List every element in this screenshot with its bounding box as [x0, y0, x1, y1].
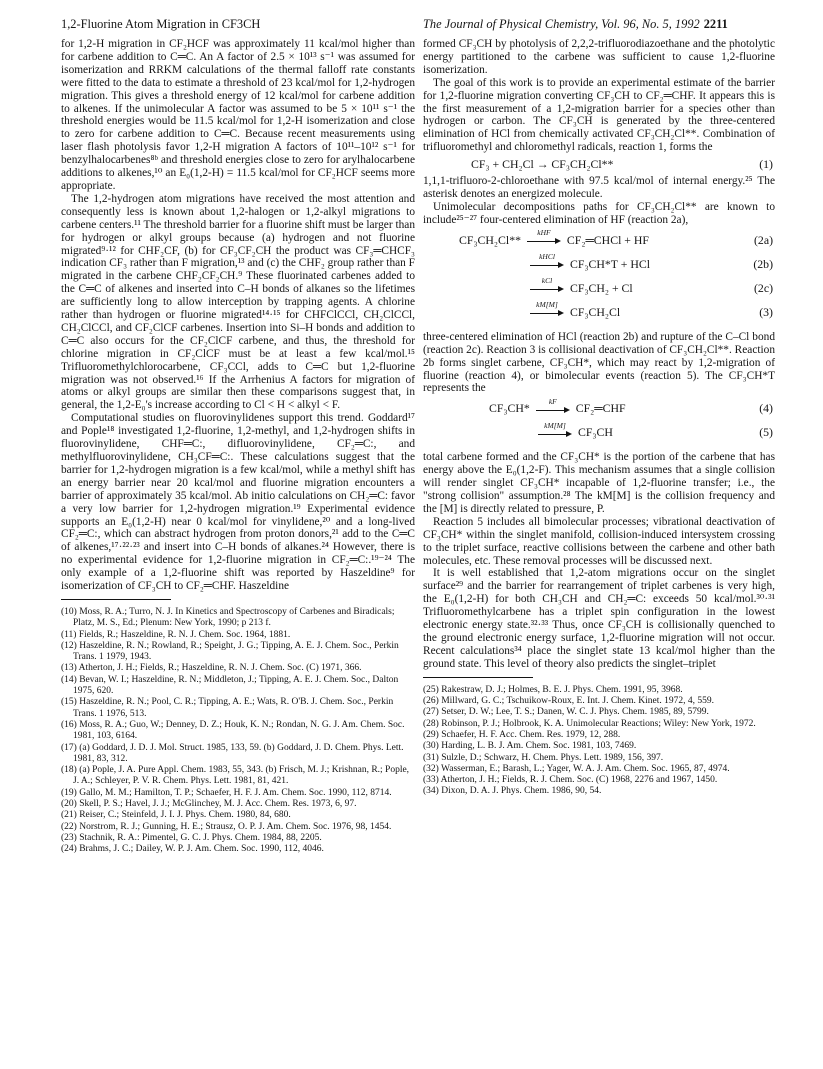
- reaction-arrow-icon: [530, 252, 564, 270]
- reaction-arrow-icon: [527, 228, 561, 246]
- reactant: CF₃CH*: [489, 401, 530, 416]
- reaction-arrow-icon: [538, 420, 572, 439]
- left-column: [61, 38, 415, 856]
- rate-constant-label: kM[M]: [536, 300, 558, 310]
- left-references: [61, 599, 415, 856]
- equation-number: (4): [759, 401, 773, 416]
- rate-constant-label: kCl: [541, 276, 553, 286]
- reference: (31) Sulzle, D.; Schwarz, H. Chem. Phys. Lett. 1989, 156, 397.: [423, 752, 664, 763]
- products: CF₃CH*T + HCl: [569, 256, 650, 271]
- rate-constant-label: kHCl: [539, 252, 555, 262]
- left-paragraph: for 1,2-H migration in CF₂HCF was approximately 11 kcal/mol higher than for carbene addition to C═C. An A factor of 2.5 × 10¹³ s⁻¹ was assumed for isomerization and RRKM calculations of the thermal falloff rate constants were fitted to the data to estimate a threshold of 23 kcal/mol for 1,2-hydrogen migration. This gives a threshold energy of 12 kcal/mol for carbene addition to alkenes. If the unimolecular A factor was assumed to be 5 × 10¹¹ s⁻¹ the threshold energies would be 11.5 kcal/mol for 1,2-H isomerization and close to zero for carbene addition to C═C. Because recent measurements using laser flash photolysis favor 1,2-H migration A factors of 10¹¹–10¹² s⁻¹ for benzylhalocarbenes⁸ᵇ and threshold energies close to zero for arylhalocarbene additions to alkenes,¹⁰ an E₀(1,2-H) = 11.5 kcal/mol for CF₂HCF seems more appropriate.: [61, 38, 415, 192]
- rate-constant-label: kM[M]: [544, 420, 566, 430]
- equation-3: [423, 299, 775, 323]
- reference: (17) (a) Goddard, J. D. J. Mol. Struct. 1985, 133, 59. (b) Goddard, J. D. Chem. Phys. Lett. 1981, 83, 312.: [61, 742, 404, 764]
- equation-1: [423, 154, 775, 175]
- rate-constant-label: kHF: [537, 228, 551, 238]
- reference: (11) Fields, R.; Haszeldine, R. N. J. Chem. Soc. 1964, 1881.: [61, 629, 291, 640]
- running-title: 1,2-Fluorine Atom Migration in CF3CH: [61, 17, 261, 31]
- reaction-arrow-icon: [530, 300, 564, 318]
- equation-number: (5): [759, 425, 773, 440]
- reference: (32) Wasserman, E.; Barash, L.; Yager, W. A. J. Am. Chem. Soc. 1965, 87, 4974.: [423, 763, 730, 774]
- equation-2c: [423, 275, 775, 299]
- reference: (23) Stachnik, R. A.: Pimentel, G. C. J. Phys. Chem. 1984, 88, 2205.: [61, 832, 322, 843]
- right-paragraph: It is well established that 1,2-atom migrations occur on the singlet surface²⁹ and the barrier for rearrangement of triplet carbenes is very high, the E₀(1,2-H) for both CH₃CH and CH₂═C: exceeds 50 kcal/mol.³⁰·³¹ Trifluoromethylcarbene has a triplet spin configuration in the lowest electronic energy state.³²·³³ Thus, once CF₃CH is collisionally quenched to the ground electronic energy surface, 1,2-fluorine migration will not occur. Recent calculations³⁴ place the singlet state 13 kcal/mol higher than the ground state. This level of theory also predicts the singlet–triplet: [423, 567, 775, 670]
- equation-5: [423, 419, 775, 443]
- right-paragraph: total carbene formed and the CF₃CH* is the portion of the carbene that has energy above the E₀(1,2-F). This mechanism assumes that a single collision will render singlet CF₃CH* incapable of 1,2-fluorine transfer; i.e., the "strong collision" assumption.²⁸ The kM[M] is the collision frequency and the [M] is directly related to pressure, P.: [423, 451, 775, 515]
- products: CF₂═CHF: [575, 401, 626, 416]
- reference: (21) Reiser, C.; Steinfeld, J. I. J. Phys. Chem. 1980, 84, 680.: [61, 810, 291, 821]
- reaction-arrow-icon: [530, 276, 564, 294]
- right-paragraph: 1,1,1-trifluoro-2-chloroethane with 97.5 kcal/mol of internal energy.²⁵ The asterisk denotes an energized molecule.: [423, 175, 775, 201]
- reference: (29) Schaefer, H. F. Acc. Chem. Res. 1979, 12, 288.: [423, 729, 621, 740]
- reference: (27) Setser, D. W.; Lee, T. S.; Danen, W. C. J. Phys. Chem. 1985, 89, 5799.: [423, 707, 709, 718]
- reference: (24) Brahms, J. C.; Dailey, W. P. J. Am. Chem. Soc. 1990, 112, 4046.: [61, 844, 324, 855]
- equation-number: (1): [759, 157, 773, 172]
- right-references: [423, 677, 775, 798]
- footnote-rule: [423, 677, 533, 678]
- equation-number: (2a): [754, 232, 773, 247]
- reference: (14) Bevan, W. I.; Haszeldine, R. N.; Middleton, J.; Tipping, A. E. J. Chem. Soc., Dalton 1975, 620.: [61, 674, 399, 697]
- right-paragraph: formed CF₃CH by photolysis of 2,2,2-trifluorodiazoethane and the photolytic energy partitioned to the carbene was sufficient to cause 1,2-fluorine isomerization.: [423, 38, 775, 76]
- products: CF₂═CHCl + HF: [566, 232, 649, 247]
- equation-2b: [423, 251, 775, 275]
- reference: (16) Moss, R. A.; Guo, W.; Denney, D. Z.; Houk, K. N.; Rondan, N. G. J. Am. Chem. Soc. 1981, 103, 6164.: [61, 719, 405, 742]
- journal-name: The Journal of Physical Chemistry, Vol. 96, No. 5, 1992: [423, 17, 700, 31]
- reference: (33) Atherton, J. H.; Fields, R. J. Chem. Soc. (C) 1968, 2276 and 1967, 1450.: [423, 775, 718, 786]
- equation-4: [423, 395, 775, 419]
- reactant: CF₃CH₂Cl**: [459, 232, 521, 247]
- reference: (34) Dixon, D. A. J. Phys. Chem. 1986, 90, 54.: [423, 786, 602, 797]
- reference: (30) Harding, L. B. J. Am. Chem. Soc. 1981, 103, 7469.: [423, 741, 637, 752]
- equation-2a: [423, 227, 775, 251]
- products: CF₃CH₂ + Cl: [569, 280, 633, 295]
- reference: (19) Gallo, M. M.; Hamilton, T. P.; Schaefer, H. F. J. Am. Chem. Soc. 1990, 112, 8714.: [61, 787, 392, 798]
- right-column: [423, 38, 775, 798]
- reference: (28) Robinson, P. J.; Holbrook, K. A. Unimolecular Reactions; Wiley: New York, 1972.: [423, 718, 756, 729]
- right-paragraph: Reaction 5 includes all bimolecular processes; vibrational deactivation of CF₃CH* within the singlet manifold, collision-induced intersystem crossing to the triplet surface, reactive collisions between the carbene and other bath molecules, etc. These removal processes will be discussed next.: [423, 515, 775, 567]
- left-paragraph: The 1,2-hydrogen atom migrations have received the most attention and consequently less is known about 1,2-halogen or 1,2-alkyl migrations to carbene centers.¹¹ The threshold barrier for a fluorine shift must be larger than for hydrogen or alkyl groups because (a) hydrogen and not fluorine migrated⁹·¹² for CHF₂CF, (b) for CF₃CF₂CH the product was CF₃═CHCF₃ indication CF₃ rather than F migration,¹³ and (c) the CHF₂ group rather than F migrated in the carbene CHF₂CF₂CH.⁹ These fluorinated carbenes added to the C═C of alkenes and inserted into C–H bonds of alkanes so the lifetimes are sufficiently long to allow interception by trapping agents. A chlorine rather than hydrogen or fluorine migrated¹⁴·¹⁵ for CHFClCCl, CH₂ClCCl, CH₂ClCCl, and CF₂ClCF carbenes. Insertion into Si–H bonds and addition to C═C also occurs for the CF₂ClCF carbene, and thus, the threshold for chlorine migration in CF₂ClCF must be at least a few kcal/mol.¹⁵ Trifluoromethylchlorocarbene, CF₃CCl, adds to C═C but 1,2-fluorine migration was not observed.¹⁶ If the Arrhenius A factors for migration of atoms or alkyl groups are similar then these comparisons suggest that, in general, the 1,2-E₀'s increase according to Cl < H < alkyl < F.: [61, 192, 415, 412]
- equation-number: (3): [759, 304, 773, 319]
- reaction-arrow-icon: [536, 396, 570, 415]
- page-number: 2211: [703, 17, 728, 31]
- left-paragraph: Computational studies on fluorovinylidenes support this trend. Goddard¹⁷ and Pople¹⁸ investigated 1,2-fluorine, 1,2-methyl, and 1,2-hydrogen shifts in fluorovinylidene, CHF═C:, difluorovinylidene, CF₂═C:, and methylfluorovinylidene, CH₃CF═C:. These calculations suggest that the barrier for 1,2-hydrogen migration is a few kcal/mol, while a methyl shift has an energy barrier near 20 kcal/mol and fluorine migration encounters a barrier of approximately 35 kcal/mol. Ab initio calculations on CH₂═C: favor a very low barrier for 1,2-hydrogen migration.¹⁹ Experimental evidence supports an E₀(1,2-H) near 0 kcal/mol for vinylidene,²⁰ and a long-lived CF₂═C:, which can abstract hydrogen from proton donors,²¹ add to the C═C of alkenes,¹⁷·²²·²³ and insert into C–H bonds of alkanes.²⁴ However, there is no experimental evidence for 1,2-fluorine migration in CF₂═C:.¹⁹⁻²⁴ The only example of a 1,2-fluorine shift was reported by Haszeldine⁹ for isomerization of CF₃CH to CF₂═CHF. Haszeldine: [61, 412, 415, 593]
- reference: (15) Haszeldine, R. N.; Pool, C. R.; Tipping, A. E.; Wats, R. O'B. J. Chem. Soc., Perkin Trans. 1 1976, 513.: [61, 697, 394, 719]
- equation-number: (2b): [753, 256, 773, 271]
- reference: (10) Moss, R. A.; Turro, N. J. In Kinetics and Spectroscopy of Carbenes and Biradicals; Platz, M. S., Ed.; Plenum: New York, 1990; p 213 f.: [61, 606, 395, 629]
- reference: (22) Norstrom, R. J.; Gunning, H. E.; Strausz, O. P. J. Am. Chem. Soc. 1976, 98, 1454.: [61, 821, 392, 832]
- reference: (26) Millward, G. C.; Tschuikow-Roux, E. Int. J. Chem. Kinet. 1972, 4, 559.: [423, 696, 715, 707]
- journal-citation: [423, 17, 773, 32]
- right-paragraph: Unimolecular decompositions paths for CF₃CH₂Cl** are known to include²⁵⁻²⁷ four-centered elimination of HF (reaction 2a),: [423, 200, 775, 226]
- reference: (12) Haszeldine, R. N.; Rowland, R.; Speight, J. G.; Tipping, A. E. J. Chem. Soc., Perkin Trans. 1 1979, 1943.: [61, 640, 399, 663]
- right-paragraph: The goal of this work is to provide an experimental estimate of the barrier for 1,2-fluorine migration converting CF₃CH to CF₂═CHF. It appears this is the first measurement of a 1,2-migration barrier for a species other than hydrogen or carbon. The CF₃CH is generated by the three-centered elimination of HCl from chemically activated CF₃CH₂Cl**. Combination of trifluoromethyl and chloromethyl radicals, reaction 1, forms the: [423, 76, 775, 154]
- equation-expression: CF₃ + CH₂Cl → CF₃CH₂Cl**: [471, 157, 614, 172]
- footnote-rule: [61, 599, 171, 600]
- reference: (25) Rakestraw, D. J.; Holmes, B. E. J. Phys. Chem. 1991, 95, 3968.: [423, 684, 683, 695]
- reference: (20) Skell, P. S.; Havel, J. J.; McGlinchey, M. J. Acc. Chem. Res. 1973, 6, 97.: [61, 799, 357, 810]
- reference: (13) Atherton, J. H.; Fields, R.; Haszeldine, R. N. J. Chem. Soc. (C) 1971, 366.: [61, 663, 362, 674]
- products: CF₃CH: [577, 425, 613, 440]
- products: CF₃CH₂Cl: [569, 304, 621, 319]
- reference: (18) (a) Pople, J. A. Pure Appl. Chem. 1983, 55, 343. (b) Frisch, M. J.; Krishnan, R.; Pople, J. A.; Schleyer, P. V. R. Chem. Phys. Lett. 1981, 81, 421.: [61, 765, 410, 787]
- right-paragraph: three-centered elimination of HCl (reaction 2b) and rupture of the C–Cl bond (reaction 2c). Reaction 3 is collisional deactivation of CF₃CH₂Cl**. Reaction 2b forms singlet carbene, CF₃CH*, which may react by 1,2-migration of fluorine (reaction 4), or bimolecular events (reaction 5). The CF₃CH*T represents the: [423, 330, 775, 395]
- equation-number: (2c): [754, 280, 773, 295]
- rate-constant-label: kF: [548, 396, 557, 406]
